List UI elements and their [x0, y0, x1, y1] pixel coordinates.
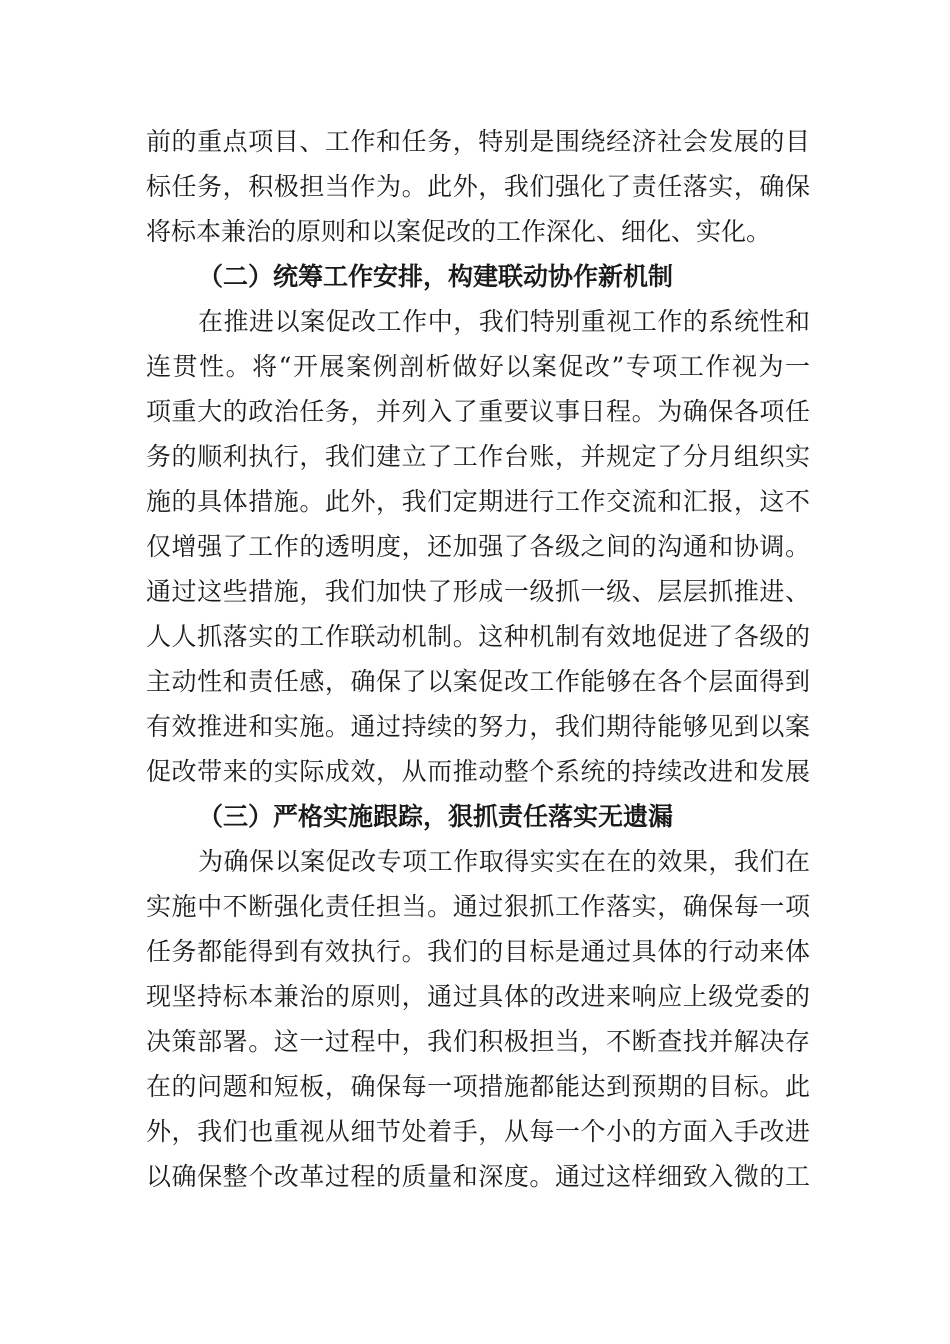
section-heading-3: （三）严格实施跟踪，狠抓责任落实无遗漏 [198, 802, 674, 831]
text-line: 标任务，积极担当作为。此外，我们强化了责任落实，确保 [146, 172, 810, 201]
text-line: 将标本兼治的原则和以案促改的工作深化、细化、实化。 [146, 217, 772, 246]
text-line: 外，我们也重视从细节处着手，从每一个小的方面入手改进 [146, 1117, 810, 1146]
text-line: 以确保整个改革过程的质量和深度。通过这样细致入微的工 [146, 1162, 810, 1191]
text-line: 通过这些措施，我们加快了形成一级抓一级、层层抓推进、 [146, 577, 810, 606]
text-line: 项重大的政治任务，并列入了重要议事日程。为确保各项任 [146, 397, 810, 426]
text-line: 主动性和责任感，确保了以案促改工作能够在各个层面得到 [146, 667, 810, 696]
paragraph-first-line: 为确保以案促改专项工作取得实实在在的效果，我们在 [198, 847, 810, 876]
text-line: 决策部署。这一过程中，我们积极担当，不断查找并解决存 [146, 1027, 810, 1056]
text-line: 施的具体措施。此外，我们定期进行工作交流和汇报，这不 [146, 487, 810, 516]
text-line: 现坚持标本兼治的原则，通过具体的改进来响应上级党委的 [146, 982, 810, 1011]
text-line: 实施中不断强化责任担当。通过狠抓工作落实，确保每一项 [146, 892, 810, 921]
text-line: 前的重点项目、工作和任务，特别是围绕经济社会发展的目 [146, 127, 810, 156]
paragraph-first-line: 在推进以案促改工作中，我们特别重视工作的系统性和 [198, 307, 810, 336]
text-line: 促改带来的实际成效，从而推动整个系统的持续改进和发展 [146, 757, 810, 786]
text-line: 在的问题和短板，确保每一项措施都能达到预期的目标。此 [146, 1072, 810, 1101]
text-line: 务的顺利执行，我们建立了工作台账，并规定了分月组织实 [146, 442, 810, 471]
text-line: 任务都能得到有效执行。我们的目标是通过具体的行动来体 [146, 937, 810, 966]
text-line: 连贯性。将“开展案例剖析做好以案促改”专项工作视为一 [146, 352, 810, 381]
text-line: 人人抓落实的工作联动机制。这种机制有效地促进了各级的 [146, 622, 810, 651]
text-line: 仅增强了工作的透明度，还加强了各级之间的沟通和协调。 [146, 532, 810, 561]
text-line: 有效推进和实施。通过持续的努力，我们期待能够见到以案 [146, 712, 810, 741]
section-heading-2: （二）统筹工作安排，构建联动协作新机制 [198, 262, 674, 291]
